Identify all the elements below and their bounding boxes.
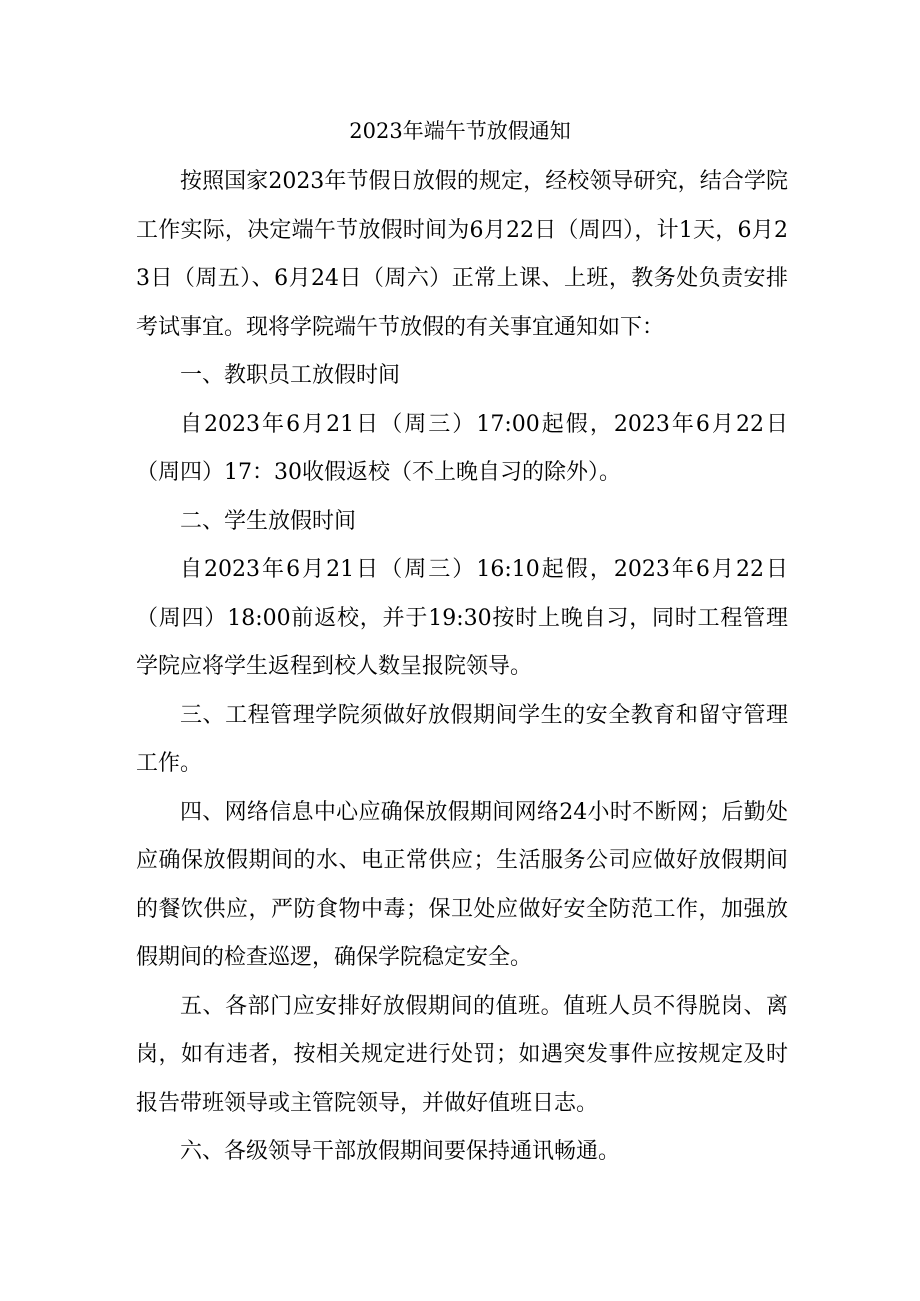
- intro-paragraph: 按照国家2023年节假日放假的规定，经校领导研究，结合学院工作实际，决定端午节放假时间为6月22日（周四），计1天，6月23日（周五）、6月24日（周六）正常上课、上班，教务处负责安排考试事宜。现将学院端午节放假的有关事宜通知如下：: [136, 169, 788, 340]
- safety-education-paragraph: 三、工程管理学院须做好放假期间学生的安全教育和留守管理工作。: [136, 702, 788, 776]
- communication-paragraph: 六、各级领导干部放假期间要保持通讯畅通。: [180, 1139, 621, 1164]
- student-schedule-paragraph: 自2023年6月21日（周三）16:10起假，2023年6月22日（周四）18:00前返校，并于19:30按时上晚自习，同时工程管理学院应将学生返程到校人数呈报院领导。: [136, 557, 788, 679]
- section-heading-students: 二、学生放假时间: [180, 508, 357, 534]
- staff-schedule-paragraph: 自2023年6月21日（周三）17:00起假，2023年6月22日（周四）17：30收假返校（不上晚自习的除外）。: [136, 411, 788, 485]
- document-title: 2023年端午节放假通知: [349, 119, 571, 143]
- duty-paragraph: 五、各部门应安排好放假期间的值班。值班人员不得脱岗、离岗，如有违者，按相关规定进行处罚；如遇突发事件应按规定及时报告带班领导或主管院领导，并做好值班日志。: [136, 993, 788, 1116]
- document-body: [136, 158, 788, 1177]
- section-heading-staff: 一、教职员工放假时间: [180, 363, 401, 388]
- logistics-paragraph: 四、网络信息中心应确保放假期间网络24小时不断网；后勤处应确保放假期间的水、电正常供应；生活服务公司应做好放假期间的餐饮供应，严防食物中毒；保卫处应做好安全防范工作，加强放假期间的检查巡逻，确保学院稳定安全。: [136, 799, 788, 970]
